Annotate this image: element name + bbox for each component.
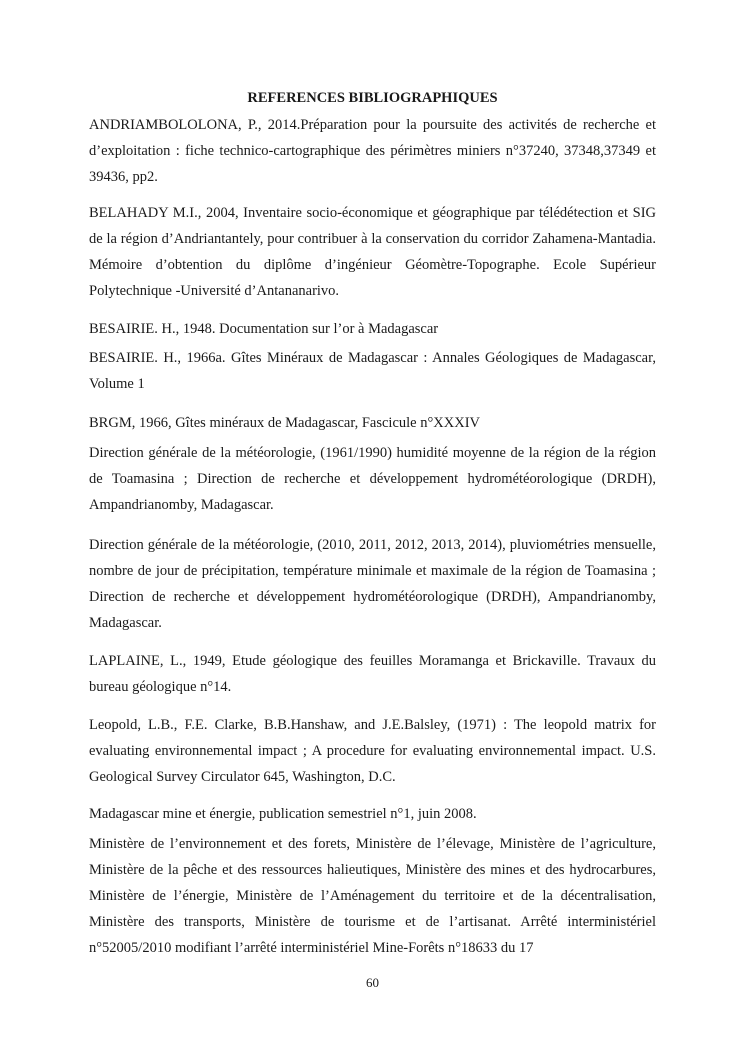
reference-andriambololona-2014: ANDRIAMBOLOLONA, P., 2014.Préparation pour la poursuite des activités de recherche et d’exploitation : fiche technico-cartographique des périmètres miniers n°37240, 37348,37349 et 39436, pp2. (89, 117, 656, 185)
reference-meteo-2010-2014: Direction générale de la météorologie, (2010, 2011, 2012, 2013, 2014), pluviométries mensuelle, nombre de jour de précipitation, température minimale et maximale de la région de Toamasina ; Direction de recherche et développement hydrométéorologique (DRDH), Ampandrianomby, Madagascar. (89, 537, 656, 631)
reference-madagascar-mine-energie-2008: Madagascar mine et énergie, publication semestriel n°1, juin 2008. (89, 806, 477, 822)
reference-leopold-1971: Leopold, L.B., F.E. Clarke, B.B.Hanshaw, and J.E.Balsley, (1971) : The leopold matrix for evaluating environnemental impact ; A procedure for evaluating environnemental impact. U.S. Geological Survey Circulator 645, Washington, D.C. (89, 717, 656, 785)
reference-laplaine-1949: LAPLAINE, L., 1949, Etude géologique des feuilles Moramanga et Brickaville. Travaux du bureau géologique n°14. (89, 653, 656, 695)
reference-besairie-1966a: BESAIRIE. H., 1966a. Gîtes Minéraux de Madagascar : Annales Géologiques de Madagascar, Volume 1 (89, 350, 656, 392)
page-number: 60 (366, 975, 379, 990)
reference-belahady-2004: BELAHADY M.I., 2004, Inventaire socio-économique et géographique par télédétection et SIG de la région d’Andriantantely, pour contribuer à la conservation du corridor Zahamena-Mantadia. Mémoire d’obtention du diplôme d’ingénieur Géomètre-Topographe. Ecole Supérieur Polytechnique -Université d’Antananarivo. (89, 205, 656, 299)
reference-meteo-1961-1990: Direction générale de la météorologie, (1961/1990) humidité moyenne de la région de la région de Toamasina ; Direction de recherche et développement hydrométéorologique (DRDH), Ampandrianomby, Madagascar. (89, 445, 656, 513)
reference-brgm-1966: BRGM, 1966, Gîtes minéraux de Madagascar, Fascicule n°XXXIV (89, 415, 480, 431)
reference-besairie-1948: BESAIRIE. H., 1948. Documentation sur l’or à Madagascar (89, 321, 439, 337)
page-title: REFERENCES BIBLIOGRAPHIQUES (247, 90, 498, 106)
reference-ministere-arrete-interministeriel: Ministère de l’environnement et des forets, Ministère de l’élevage, Ministère de l’agriculture, Ministère de la pêche et des ressources halieutiques, Ministère des mines et des hydrocarbures, Ministère de l’énergie, Ministère de l’Aménagement du territoire et de la décentralisation, Ministère des transports, Ministère de tourisme et de l’artisanat. Arrêté interministériel n°52005/2010 modifiant l’arrêté interministériel Mine-Forêts n°18633 du 17 (89, 836, 656, 956)
